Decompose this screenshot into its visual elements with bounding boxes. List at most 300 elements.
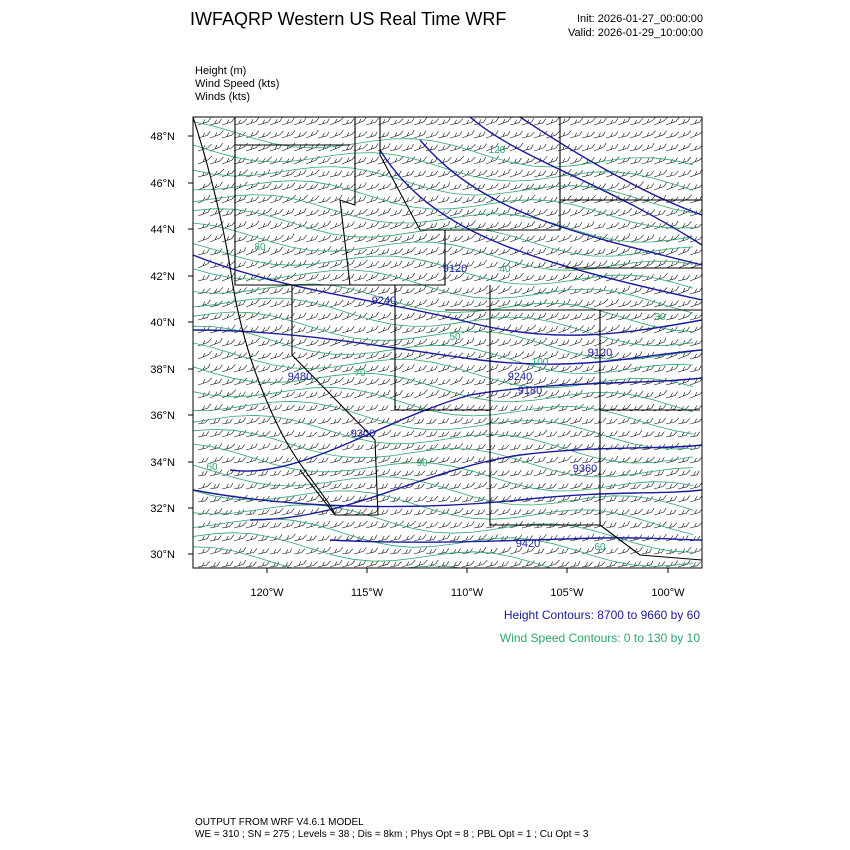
lat-tick-label: 46°N (150, 178, 175, 190)
wind-barb (318, 171, 329, 177)
wind-barb (558, 353, 569, 359)
wind-barb (378, 379, 390, 385)
wind-barb (630, 561, 641, 567)
wind-barb (342, 417, 355, 424)
wind-barb (498, 562, 509, 568)
wind-barb (522, 509, 534, 515)
wind-barb (426, 195, 438, 203)
wind-barb (258, 417, 271, 424)
wind-barb (462, 234, 476, 242)
wind-barb (690, 522, 702, 528)
wind-barb (402, 339, 414, 347)
wind-barb (594, 169, 606, 177)
wind-barb (474, 379, 485, 385)
wind-barb (354, 274, 367, 281)
wind-barb (450, 432, 461, 437)
wind-barb (498, 339, 511, 346)
wind-barb (474, 523, 484, 528)
wind-speed-contour (193, 444, 693, 491)
wind-barb (246, 443, 257, 450)
wind-barb (606, 496, 616, 502)
wind-barb (450, 156, 464, 164)
wind-barb (414, 496, 427, 502)
wind-barb (594, 223, 605, 229)
wind-barb (342, 247, 354, 255)
wind-barb (390, 549, 401, 554)
wind-barb (534, 248, 546, 255)
wind-barb (426, 431, 437, 437)
wind-barb (558, 379, 570, 385)
wind-barb (342, 561, 355, 568)
wind-barb (654, 157, 666, 165)
wind-speed-contour (193, 465, 693, 510)
wind-barb (510, 509, 521, 515)
wind-barb (498, 351, 510, 359)
wind-barb (546, 144, 559, 151)
wind-barb (510, 352, 524, 360)
wind-barb (426, 234, 440, 242)
wind-barb (510, 131, 523, 138)
wind-barb (522, 157, 536, 164)
wind-barb (330, 418, 341, 424)
wind-barb (294, 535, 307, 541)
wind-barb (498, 482, 510, 489)
lat-tick-label: 34°N (150, 457, 175, 469)
wind-barb (354, 144, 368, 151)
wind-barb (462, 378, 474, 385)
wind-barb (666, 117, 679, 125)
wind-barb (462, 288, 474, 295)
wind-barb (690, 273, 703, 281)
wind-barb (258, 522, 270, 528)
wind-barb (222, 183, 234, 190)
wind-barb (642, 496, 653, 502)
wind-barb (258, 548, 269, 554)
wind-barb (666, 418, 679, 424)
wind-barb (306, 248, 319, 255)
wind-barb (234, 534, 247, 541)
wind-barb (402, 430, 414, 437)
wind-barb (222, 378, 235, 385)
wind-barb (630, 509, 643, 515)
wind-barb (390, 119, 403, 126)
wind-barb (570, 157, 582, 164)
wind-barb (198, 378, 212, 385)
wind-barb (414, 445, 425, 450)
wind-barb (438, 391, 451, 398)
wind-barb (342, 457, 354, 463)
wind-barb (342, 377, 354, 385)
wind-barb (426, 457, 438, 463)
wind-barb (546, 117, 559, 125)
wind-barb (354, 406, 365, 411)
wind-barb (270, 222, 282, 229)
wind-barb (354, 117, 366, 125)
wind-barb (678, 275, 690, 281)
wind-barb (678, 143, 691, 151)
wind-barb (582, 314, 595, 320)
wind-barb (402, 223, 415, 229)
wind-barb (594, 118, 607, 125)
wind-barb (258, 471, 268, 476)
wind-barb (666, 392, 678, 398)
wind-barb (666, 523, 677, 528)
wind-barb (198, 351, 212, 359)
wind-barb (366, 209, 379, 216)
wind-barb (306, 274, 319, 281)
wind-barb (342, 353, 354, 359)
wind-barb (258, 157, 272, 164)
wind-barb (402, 171, 414, 177)
wind-barb (234, 418, 246, 424)
wind-barb (198, 195, 210, 203)
wind-barb (210, 430, 223, 437)
wind-barb (426, 419, 437, 424)
lat-tick-label: 48°N (150, 131, 175, 143)
wind-barb (426, 536, 436, 541)
plot-title: IWFAQRP Western US Real Time WRF (190, 9, 507, 29)
wind-barb (426, 444, 438, 450)
wind-barb (222, 156, 235, 164)
wind-barb (606, 183, 619, 190)
wind-barb (666, 534, 678, 541)
wind-barb (366, 521, 378, 528)
wind-barb (522, 145, 533, 151)
wind-barb (426, 299, 439, 307)
wind-barb (354, 249, 367, 255)
wind-barb (618, 209, 632, 217)
wind-barb (618, 117, 630, 125)
wind-barb (294, 235, 307, 242)
wind-barb (510, 405, 522, 411)
wind-barb (198, 182, 212, 190)
wind-barb (306, 562, 317, 568)
wind-barb (390, 390, 403, 398)
wind-barb (450, 247, 464, 255)
wind-barb (234, 365, 247, 372)
wind-barb (582, 483, 592, 489)
wind-barb (462, 130, 474, 138)
wind-barb (354, 260, 368, 268)
wind-barb (210, 379, 222, 385)
wind-barb (582, 222, 594, 230)
wind-barb (498, 431, 508, 437)
wind-barb (450, 197, 462, 203)
wind-barb (546, 457, 558, 463)
wind-barb (246, 118, 259, 125)
wind-barb (258, 365, 270, 372)
wind-barb (510, 561, 522, 567)
wind-barb (522, 195, 535, 203)
wind-barb (678, 547, 691, 554)
wind-barb (330, 547, 343, 554)
wind-barb (462, 300, 474, 307)
wind-barb (498, 419, 509, 425)
wind-barb (426, 549, 436, 554)
wind-barb (306, 495, 319, 502)
wind-barb (282, 522, 294, 529)
wind-barb (462, 196, 475, 203)
wind-barb (462, 338, 474, 346)
wind-barb (450, 483, 461, 489)
wind-barb (450, 496, 462, 502)
wind-barb (366, 326, 378, 334)
wind-barb (690, 562, 701, 567)
wind-barb (222, 561, 233, 567)
wind-barb (666, 365, 678, 372)
wind-barb (594, 157, 606, 164)
wind-barb (510, 234, 523, 242)
wind-barb (498, 286, 511, 294)
wind-barb (678, 327, 690, 333)
wind-barb (678, 418, 690, 424)
wind-barb (294, 288, 305, 294)
wind-barb (414, 339, 427, 346)
wind-barb (474, 444, 486, 450)
wind-barb (678, 377, 690, 385)
wind-barb (678, 509, 689, 515)
wind-barb (342, 549, 353, 554)
wind-barb (618, 482, 630, 489)
wind-barb (222, 118, 235, 125)
wind-barb (690, 457, 702, 463)
wind-barb (354, 483, 365, 489)
height-contour-label: 9420 (515, 538, 541, 550)
wind-barb (210, 130, 224, 138)
wind-barb (282, 508, 294, 515)
wind-barb (558, 431, 571, 438)
wind-barb (690, 495, 702, 502)
wind-barb (570, 313, 582, 320)
wind-barb (282, 300, 295, 307)
wind-barb (330, 117, 344, 125)
wind-barb (678, 470, 690, 476)
wind-barb (378, 535, 390, 541)
wind-barb (582, 419, 593, 425)
wind-barb (414, 313, 426, 320)
wind-barb (354, 445, 363, 450)
wind-barb (270, 209, 283, 216)
wind-barb (462, 365, 474, 372)
wind-barb (498, 509, 510, 515)
wind-barb (354, 170, 367, 177)
wind-barb (474, 312, 486, 320)
wind-barb (462, 275, 475, 281)
wind-barb (666, 314, 678, 320)
height-contour-label: 9120 (442, 263, 468, 275)
wind-barb (426, 327, 439, 333)
wind-barb (678, 130, 691, 138)
wind-barb (426, 273, 439, 281)
wind-barb (618, 247, 630, 255)
wind-barb (654, 432, 664, 437)
wind-barb (342, 156, 355, 164)
wind-barb (522, 221, 535, 229)
wind-barb (306, 195, 319, 203)
wind-barb (462, 521, 475, 528)
wind-barb (594, 143, 606, 151)
wind-barb (402, 509, 412, 515)
wind-barb (438, 170, 451, 177)
lon-tick-label: 120°W (250, 587, 284, 599)
lat-tick-label: 42°N (150, 271, 175, 283)
wind-barb (594, 249, 605, 255)
wind-barb (546, 339, 558, 346)
wind-barb (510, 222, 522, 229)
height-contours-note: Height Contours: 8700 to 9660 by 60 (503, 608, 700, 622)
wind-barb (474, 157, 486, 164)
wind-speed-contours (193, 122, 693, 595)
wind-barb (306, 392, 317, 398)
wind-barb (258, 353, 271, 359)
wind-barb (318, 561, 331, 567)
wind-barb (582, 262, 595, 269)
wind-barb (570, 235, 584, 242)
wind-barb (366, 157, 379, 164)
wind-barb (678, 365, 691, 372)
wind-barb (582, 195, 596, 203)
wind-barb (618, 548, 630, 554)
wind-barb (342, 366, 353, 372)
wind-barb (630, 313, 642, 320)
wind-barb (378, 523, 388, 528)
wind-barb (618, 417, 630, 424)
wind-barb (378, 183, 391, 190)
wind-barb (234, 287, 247, 294)
wind-barb (330, 158, 343, 164)
wind-barb (390, 432, 401, 437)
wind-barb (390, 314, 402, 320)
wind-barb (294, 391, 307, 398)
wind-barb (654, 338, 666, 346)
wind-barb (486, 286, 500, 294)
wind-barb (402, 535, 415, 541)
wind-barb (378, 325, 391, 333)
wind-barb (270, 338, 283, 346)
wind-barb (210, 314, 222, 320)
wind-barb (366, 273, 379, 281)
wind-barb (258, 561, 270, 567)
wind-barb (402, 392, 413, 398)
wind-barb (438, 182, 450, 190)
wind-barb (318, 458, 328, 464)
wind-barb (498, 183, 510, 191)
wind-barb (222, 144, 235, 151)
wind-barb (438, 379, 450, 385)
wind-barb (558, 562, 569, 567)
wind-barb (426, 223, 437, 229)
wind-barb (210, 484, 219, 489)
wind-barb (390, 286, 402, 294)
wind-barb (354, 209, 368, 216)
wind-barb (438, 118, 450, 125)
wind-barb (282, 260, 295, 268)
wind-barb (486, 471, 498, 476)
state-border (600, 525, 702, 560)
wind-barb (690, 353, 702, 359)
wind-barb (426, 378, 438, 385)
wind-barb (246, 562, 256, 567)
wind-barb (342, 299, 356, 307)
wind-barb (354, 326, 365, 333)
wind-barb (570, 496, 581, 502)
wind-barb (234, 195, 246, 203)
wind-barb (258, 300, 271, 308)
wind-barb (378, 352, 392, 359)
wind-barb (270, 300, 284, 307)
wind-barb (534, 457, 546, 463)
wind-barb (570, 131, 582, 138)
field-winds-label: Winds (kts) (195, 91, 250, 103)
model-output-line: OUTPUT FROM WRF V4.6.1 MODEL (195, 817, 364, 828)
wind-barb (270, 325, 282, 333)
wind-barb (354, 196, 366, 203)
wind-barb (378, 274, 391, 281)
wind-barb (246, 431, 258, 437)
wind-barb (582, 534, 594, 541)
wind-barb (222, 235, 234, 242)
wind-barb (630, 457, 642, 463)
wind-barb (534, 444, 545, 450)
wind-barb (366, 143, 378, 151)
wind-barb (438, 132, 450, 138)
wind-barb (546, 197, 557, 203)
wind-barb (582, 171, 594, 177)
wind-barb (366, 365, 378, 372)
wind-barb (390, 471, 401, 476)
wind-barb (330, 221, 343, 229)
speed-contour-label: 80 (254, 242, 266, 253)
wind-barb (210, 351, 223, 359)
wind-barb (510, 339, 523, 346)
wind-barb (666, 234, 679, 242)
wind-barb (606, 431, 617, 437)
wind-barb (282, 221, 295, 229)
wind-barb (270, 288, 283, 294)
wind-barb (222, 510, 232, 515)
wind-barb (450, 184, 461, 190)
wind-barb (450, 131, 462, 138)
wind-barb (258, 221, 271, 229)
wind-barb (582, 325, 595, 333)
wind-barb (474, 197, 486, 203)
wind-barb (438, 522, 451, 528)
wind-barb (474, 365, 486, 372)
wind-barb (234, 262, 246, 268)
wind-barb (282, 131, 295, 138)
wind-barb (282, 430, 294, 437)
wind-barb (366, 261, 379, 268)
wind-barb (654, 117, 668, 125)
wind-barb (474, 170, 487, 177)
wind-barb (414, 430, 426, 437)
wind-barb (366, 248, 379, 255)
wind-barb (630, 287, 642, 294)
wind-barb (306, 210, 319, 216)
wind-barb (654, 273, 668, 281)
wind-barb (642, 117, 656, 125)
wind-barb (558, 418, 571, 424)
wind-barb (534, 430, 547, 437)
wind-barb (474, 418, 486, 424)
wind-barb (354, 131, 367, 138)
wind-barb (246, 548, 257, 554)
wind-barb (294, 170, 306, 177)
wind-barb (690, 300, 704, 307)
wind-barb (306, 419, 316, 424)
wind-barb (318, 418, 331, 424)
wind-barb (666, 510, 676, 515)
